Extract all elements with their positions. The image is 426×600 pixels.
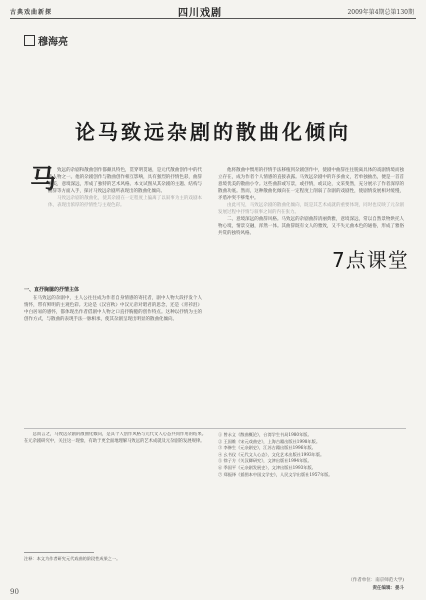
author-line	[24, 33, 68, 48]
body-column-left-top	[48, 167, 202, 283]
body-paragraph-faded: 马致远杂剧的散曲化，使其杂剧在一定程度上偏离了以叙事为主的戏剧本体，表现出浓厚的抒情性与主观色彩。	[48, 196, 202, 208]
header-section-name: 古典戏曲新探	[10, 9, 53, 16]
body-paragraph: 二、意境深远的曲辞风格。马致远的杂剧曲辞清丽典雅，意境深远，常以自然景物烘托人物心境，情景交融，浑然一体。其曲辞既有文人的雅致，又不失元曲本色的通俗，形成了雅俗共赏的独特风格。	[218, 217, 404, 236]
header-journal-name: 四川戏剧	[178, 8, 222, 19]
reference-item: ④ 幺书仪《元代文人心态》，文化艺术出版社1993年版。	[218, 451, 325, 457]
watermark: 7点课堂	[332, 248, 409, 272]
body-paragraph: 他将散曲中惯用的抒情手法移植到杂剧创作中，使剧中曲辞往往脱离具体的戏剧情境而独立存在，成为作者个人情感的直接表露。马致远杂剧中的许多曲文，若单独抽出，便是一首首意境优美的散曲小令。这些曲辞或写景，或抒情，或议论，文采斐然，充分展示了作者深厚的散曲功底。然而，这种散曲化倾向在一定程度上削弱了杂剧的戏剧性，使剧情发展相对缓慢，矛盾冲突不够集中。	[218, 168, 404, 201]
footnotes	[24, 556, 206, 586]
body-paragraph-faded: 由此可见，马致远杂剧的散曲化倾向，既是其艺术成就的重要体现，同时也反映了元杂剧发展过程中抒情与叙事之间的内在张力。	[218, 203, 404, 215]
drop-cap: 马	[30, 165, 57, 195]
editor-credit: 责任编辑：晏斗	[372, 586, 404, 591]
closing-paragraph-column	[24, 432, 206, 547]
author-name: 穆海亮	[38, 37, 68, 48]
footnote-item: 注释：本文为作者研究元代戏曲的阶段性成果之一。	[24, 556, 121, 561]
author-affiliation: （作者单位：南京师范大学)	[348, 578, 404, 583]
reference-item: ⑤ 徐子方《关汉卿研究》，文津出版社1994年版。	[218, 458, 312, 464]
footnote-rule	[24, 552, 94, 553]
author-box-icon	[24, 35, 35, 46]
reference-item: ② 王国维《宋元戏曲史》，上海古籍出版社1998年版。	[218, 438, 321, 444]
section-heading: 一、直抒胸臆的抒情主体	[24, 287, 80, 293]
reference-item: ⑦ 郑振铎《插图本中国文学史》，人民文学出版社1957年版。	[218, 471, 333, 477]
body-column-left-bottom	[24, 285, 202, 425]
header-issue-info: 2009年第4期总第130期	[347, 9, 414, 16]
body-paragraph: 在马致远的杂剧中，主人公往往成为作者自身情感的寄托者，剧中人物大段抒发个人情怀，带有鲜明的主观色彩。无论是《汉宫秋》中汉元帝对昭君的思念，还是《青衫泪》中白居易的感怀，都体现出作者借剧中人物之口直抒胸臆的创作特点。这种以抒情为主的创作方式，与散曲的表现手法一脉相承，使其杂剧呈现出明显的散曲化倾向。	[24, 296, 202, 322]
body-paragraph: 致远的杂剧和散曲创作都颇具特色，贯穿明贯通，是元代散曲创作中的代表人物之一。他的杂剧创作与散曲创作相互影响，具有强烈的抒情色彩，曲辞优美，意境深远，形成了独特的艺术风格。本文试图从其杂剧的主题、结构与曲辞等方面入手，探讨马致远杂剧所表现出的散曲化倾向。	[48, 168, 202, 194]
reference-item: ③ 李修生《元杂剧史》，江苏古籍出版社1996年版。	[218, 445, 316, 451]
page-number: 90	[10, 588, 19, 596]
body-column-right	[218, 167, 404, 425]
article-title: 论马致远杂剧的散曲化倾向	[75, 120, 351, 144]
references-column	[218, 432, 404, 572]
body-paragraph: 总而言之，马致远杂剧的散曲化倾向，是其个人创作风格与元代文人心态共同作用的结果。在元杂剧研究中，关注这一现象，有助于更全面地理解马致远的艺术成就及元杂剧的发展规律。	[24, 432, 206, 444]
reference-item: ⑥ 季国平《元杂剧发展史》，文津出版社1993年版。	[218, 464, 316, 470]
header-rule	[10, 18, 416, 19]
section-divider	[24, 428, 406, 429]
reference-item: ① 曾永义《散曲概论》，台湾学生书局1980年版。	[218, 432, 312, 437]
